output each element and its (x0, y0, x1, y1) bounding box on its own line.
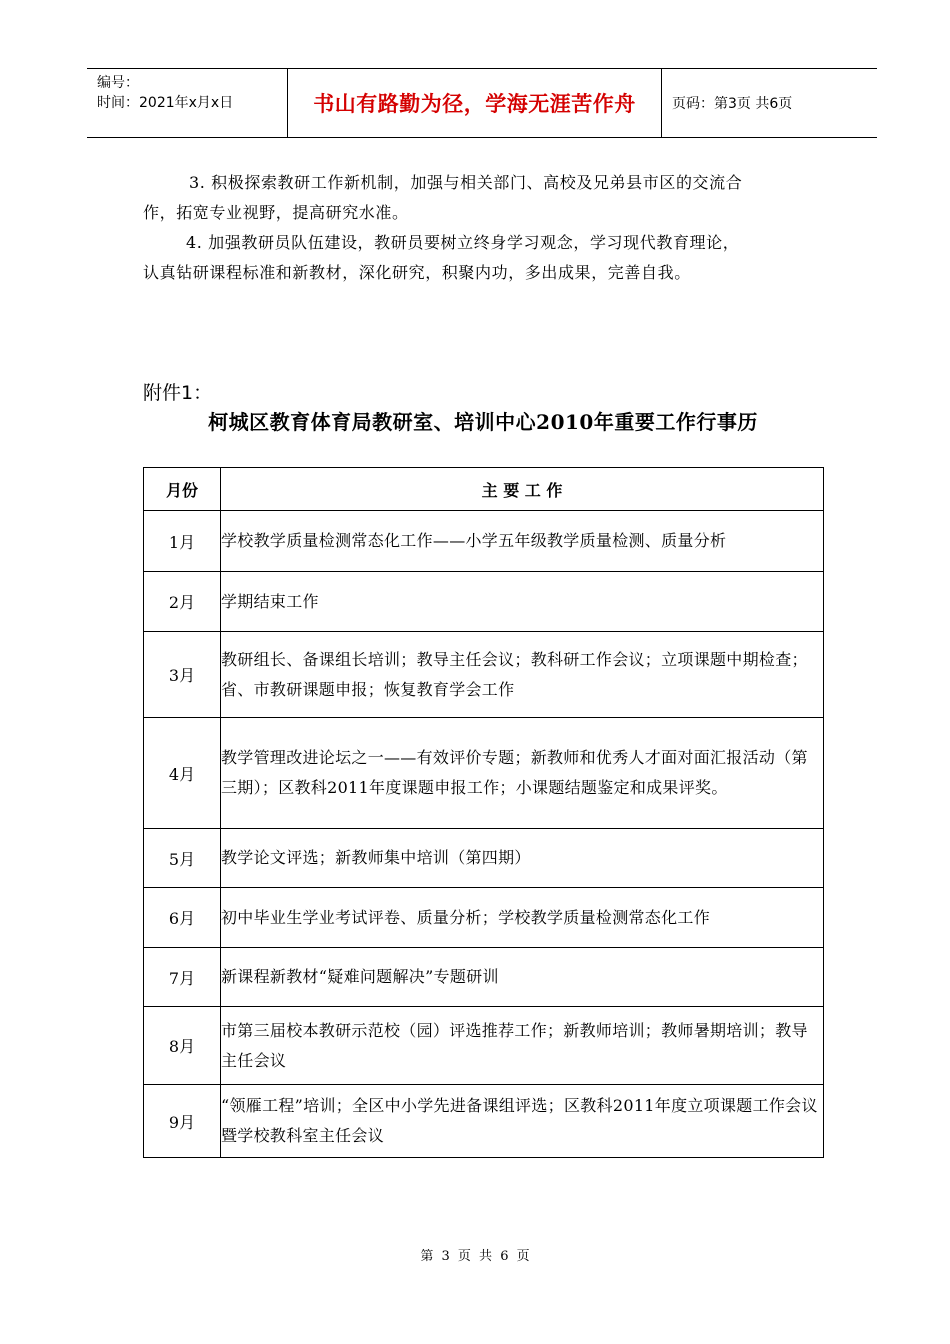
table-row (144, 1085, 824, 1158)
schedule-title: 柯城区教育体育局教研室、培训中心2010年重要工作行事历 (208, 410, 758, 434)
work-cell: 学期结束工作 (221, 572, 824, 632)
table-row (144, 888, 824, 948)
document-number-label: 编号： (97, 75, 139, 91)
paragraph-line: 4. 加强教研员队伍建设，教研员要树立终身学习观念，学习现代教育理论， (186, 233, 740, 252)
month-cell: 9月 (144, 1085, 221, 1158)
column-header-work: 主 要 工 作 (221, 468, 824, 511)
paragraph-item-3 (143, 168, 833, 228)
header-motto: 书山有路勤为径，学海无涯苦作舟 (313, 92, 636, 116)
table-row (144, 718, 824, 829)
paragraph-line: 认真钻研课程标准和新教材，深化研究，积聚内功，多出成果，完善自我。 (143, 263, 691, 282)
month-cell: 2月 (144, 572, 221, 632)
table-row (144, 829, 824, 888)
work-cell: 教研组长、备课组长培训；教导主任会议；教科研工作会议；立项课题中期检查；省、市教研课题申报；恢复教育学会工作 (221, 632, 824, 718)
paragraph-item-4 (143, 228, 833, 288)
table-row (144, 948, 824, 1007)
work-cell: 新课程新教材“疑难问题解决”专题研训 (221, 948, 824, 1007)
month-cell: 6月 (144, 888, 221, 948)
work-cell: 教学论文评选；新教师集中培训（第四期） (221, 829, 824, 888)
column-header-month: 月份 (144, 468, 221, 511)
header-page-number: 页码：第3页 共6页 (672, 96, 793, 112)
work-cell: “领雁工程”培训；全区中小学先进备课组评选；区教科2011年度立项课题工作会议暨学校教科室主任会议 (221, 1085, 824, 1158)
table-row (144, 511, 824, 572)
document-time-label: 时间：2021年x月x日 (97, 95, 234, 111)
month-cell: 1月 (144, 511, 221, 572)
paragraph-line: 作，拓宽专业视野，提高研究水准。 (143, 203, 409, 222)
header-meta (97, 73, 233, 113)
table-header-row (144, 468, 824, 511)
month-cell: 5月 (144, 829, 221, 888)
month-cell: 8月 (144, 1007, 221, 1085)
work-cell: 学校教学质量检测常态化工作——小学五年级教学质量检测、质量分析 (221, 511, 824, 572)
work-cell: 教学管理改进论坛之一——有效评价专题；新教师和优秀人才面对面汇报活动（第三期）；区教科2011年度课题申报工作；小课题结题鉴定和成果评奖。 (221, 718, 824, 829)
month-cell: 4月 (144, 718, 221, 829)
table-row (144, 632, 824, 718)
table-row (144, 572, 824, 632)
month-cell: 3月 (144, 632, 221, 718)
page-footer: 第 3 页 共 6 页 (420, 1249, 530, 1264)
month-cell: 7月 (144, 948, 221, 1007)
page-header (87, 68, 877, 138)
table-row (144, 1007, 824, 1085)
schedule-table (143, 467, 824, 1158)
work-cell: 市第三届校本教研示范校（园）评选推荐工作；新教师培训；教师暑期培训；教导主任会议 (221, 1007, 824, 1085)
paragraph-line: 3. 积极探索教研工作新机制，加强与相关部门、高校及兄弟县市区的交流合 (189, 173, 743, 192)
attachment-label: 附件1： (143, 382, 213, 404)
work-cell: 初中毕业生学业考试评卷、质量分析；学校教学质量检测常态化工作 (221, 888, 824, 948)
